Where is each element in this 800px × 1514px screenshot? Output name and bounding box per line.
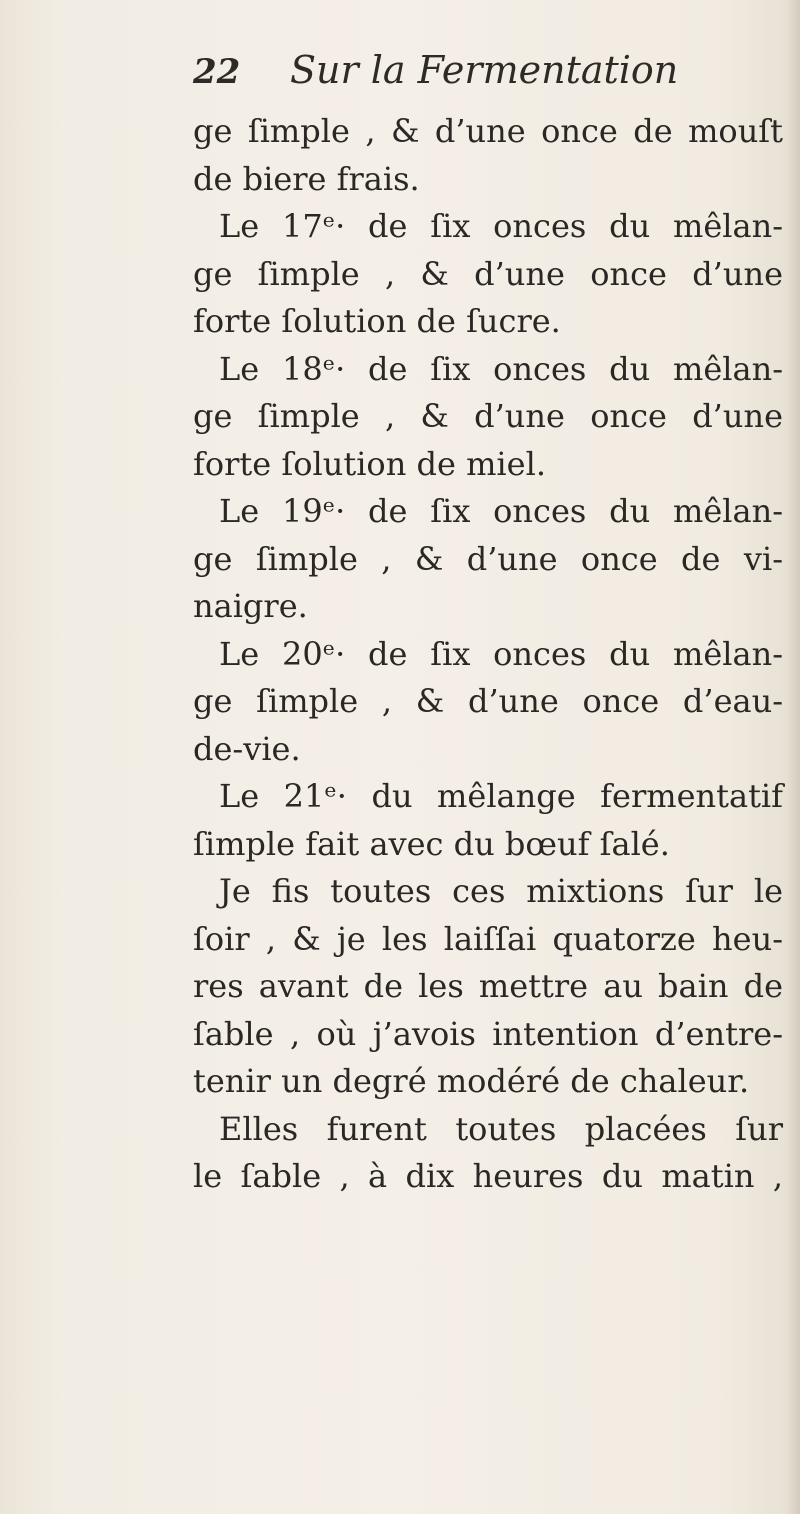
page-edge-shadow [786, 0, 800, 1514]
text-line: naigre. [193, 587, 308, 625]
text-line: Elles furent toutes placées ſur [219, 1109, 783, 1148]
page-header [0, 44, 800, 104]
text-line: Le 18ᵉ· de ſix onces du mêlan- [219, 349, 783, 388]
page-number: 22 [193, 52, 241, 92]
text-line: Le 20ᵉ· de ſix onces du mêlan- [219, 634, 783, 673]
text-line: Le 21ᵉ· du mêlange fermentatif [219, 777, 783, 815]
text-line: forte ſolution de miel. [193, 444, 546, 483]
text-line: ſoir , & je les laiſſai quatorze heu- [193, 919, 783, 958]
text-line: ge ſimple , & d’une once de vi- [193, 539, 783, 578]
running-title: Sur la Fermentation [290, 48, 679, 92]
text-line: le ſable , à dix heures du matin , [193, 1157, 783, 1195]
text-line: ge ſimple , & d’une once d’une [193, 254, 783, 293]
text-line: Le 17ᵉ· de ſix onces du mêlan- [219, 207, 783, 245]
body-text [193, 108, 783, 1201]
text-line: Je fis toutes ces mixtions ſur le [219, 872, 783, 910]
text-line: forte ſolution de ſucre. [193, 302, 561, 340]
text-line: ſimple fait avec du bœuf ſalé. [193, 824, 670, 863]
text-line: de biere frais. [193, 159, 420, 198]
text-line: Le 19ᵉ· de ſix onces du mêlan- [219, 492, 783, 530]
text-line: ſable , où j’avois intention d’entre- [193, 1014, 783, 1053]
text-line: de-vie. [193, 729, 301, 768]
text-line: ge ſimple , & d’une once de mouſt [193, 112, 783, 150]
text-line: ge ſimple , & d’une once d’eau- [193, 682, 783, 720]
text-line: res avant de les mettre au bain de [193, 967, 783, 1005]
text-line: ge ſimple , & d’une once d’une [193, 397, 783, 435]
text-line: tenir un degré modéré de chaleur. [193, 1062, 750, 1100]
